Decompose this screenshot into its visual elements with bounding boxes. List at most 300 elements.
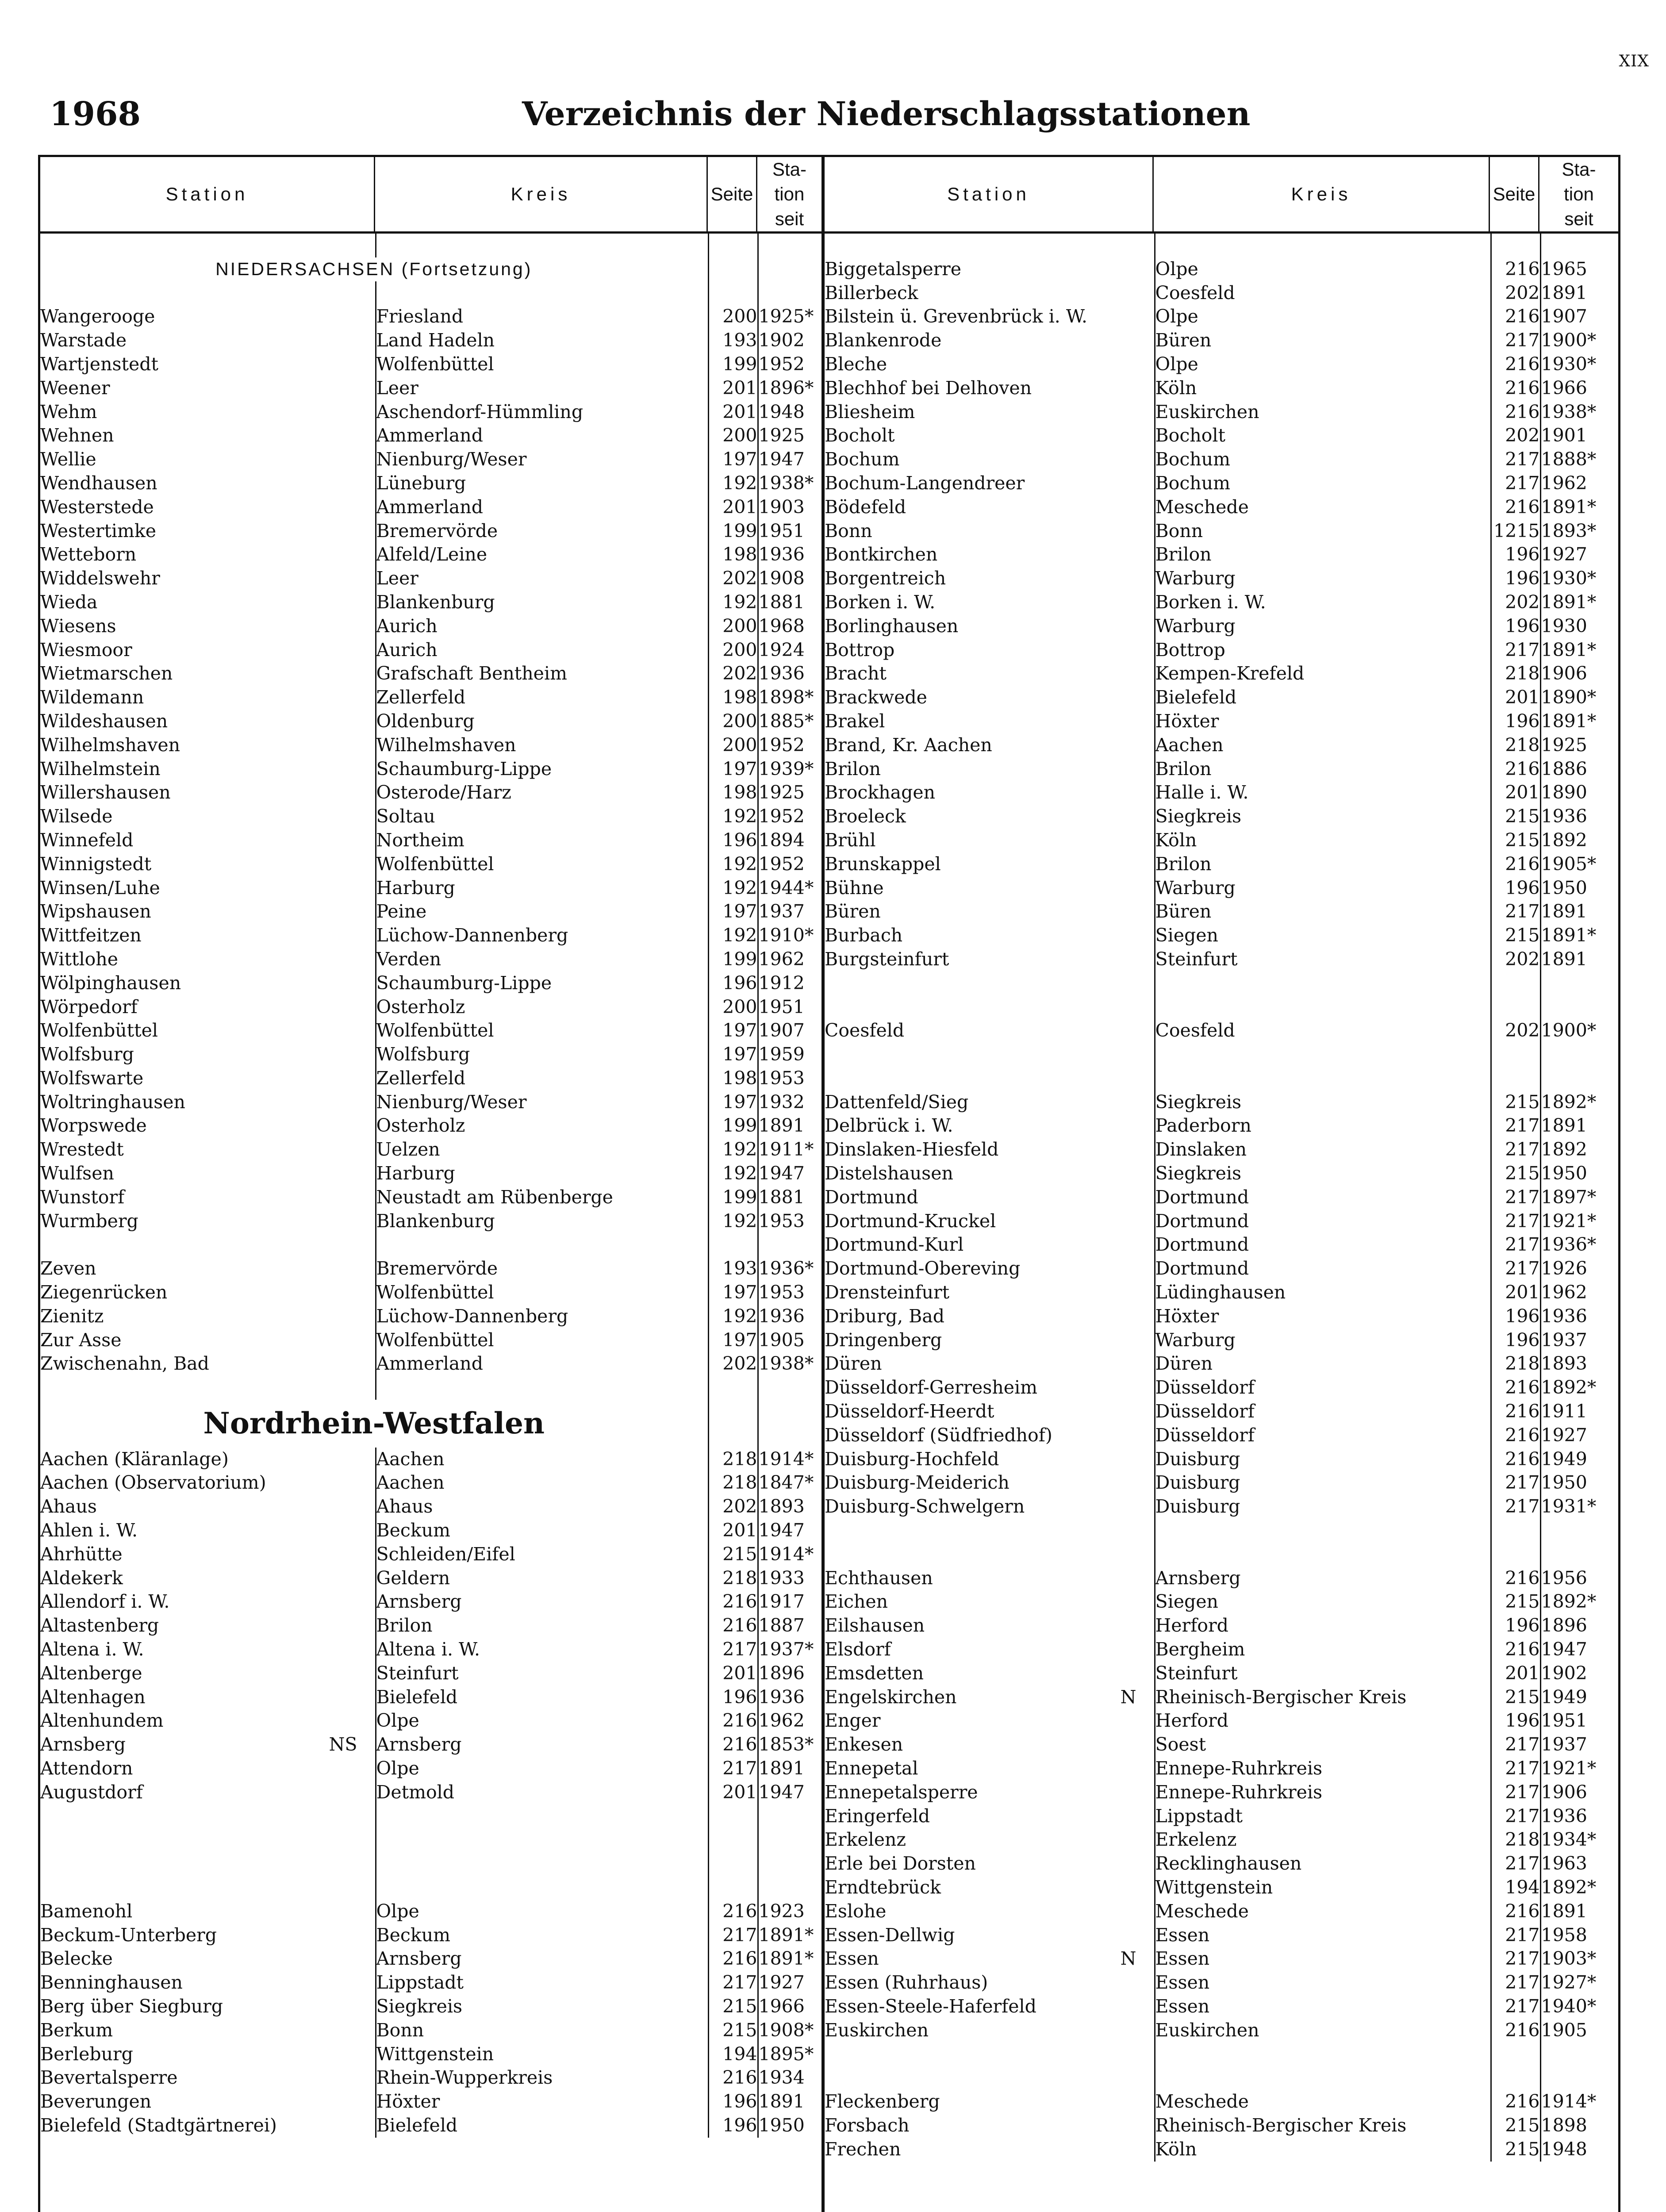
- seite-cell: 217: [1491, 329, 1540, 353]
- kreis-cell: Lüchow-Dannenberg: [376, 924, 708, 948]
- seite-cell: 215: [1491, 2138, 1540, 2162]
- seite-cell: 216: [1491, 1638, 1540, 1662]
- since-year-cell: 1966: [758, 1995, 824, 2019]
- kreis-cell: Leer: [376, 376, 708, 400]
- kreis-cell: Duisburg: [1155, 1495, 1491, 1519]
- seite-cell: 218: [1491, 1352, 1540, 1376]
- table-row: [825, 948, 1621, 972]
- since-year-cell: 1936*: [1540, 1233, 1621, 1257]
- seite-cell: 217: [1491, 1210, 1540, 1233]
- kreis-cell: Essen: [1155, 1947, 1491, 1971]
- kreis-cell: Bonn: [376, 2019, 708, 2043]
- since-year-cell: 1911: [1540, 1400, 1621, 1424]
- spacer-row: [825, 995, 1621, 1019]
- spacer-cell: [708, 1876, 758, 1900]
- seite-cell: 196: [1491, 1305, 1540, 1329]
- station-cell: [825, 733, 1155, 757]
- spacer-cell: [758, 1852, 824, 1876]
- seite-cell: 192: [708, 1162, 758, 1186]
- table-row: [825, 829, 1621, 853]
- section-heading-row: [40, 1400, 824, 1448]
- since-year-cell: 1891*: [1540, 591, 1621, 614]
- since-year-cell: 1937: [758, 900, 824, 924]
- station-name: Wolfenbüttel: [40, 1020, 158, 1041]
- station-name: Billerbeck: [825, 282, 918, 303]
- table-row: [40, 1543, 824, 1567]
- station-name: Bevertalsperre: [40, 2067, 178, 2089]
- station-name: Bleche: [825, 353, 887, 375]
- since-year-cell: 1936: [1540, 805, 1621, 829]
- table-row: [825, 2019, 1621, 2043]
- seite-cell: 200: [708, 305, 758, 329]
- seite-cell: 217: [1491, 1114, 1540, 1138]
- station-name: Bilstein ü. Grevenbrück i. W.: [825, 306, 1087, 327]
- since-year-cell: 1891: [1540, 1114, 1621, 1138]
- spacer-cell: [376, 1852, 708, 1876]
- kreis-cell: Osterholz: [376, 1114, 708, 1138]
- station-cell: [825, 1733, 1155, 1757]
- kreis-cell: Nienburg/Weser: [376, 448, 708, 472]
- table-row: [825, 1686, 1621, 1709]
- station-name: Büren: [825, 901, 881, 922]
- since-year-cell: 1953: [758, 1067, 824, 1091]
- table-row: [825, 519, 1621, 543]
- since-year-cell: 1914*: [1540, 2090, 1621, 2114]
- station-name: Ennepetal: [825, 1758, 918, 1779]
- station-cell: [40, 1662, 376, 1686]
- kreis-cell: Ennepe-Ruhrkreis: [1155, 1757, 1491, 1781]
- seite-cell: 201: [1491, 686, 1540, 710]
- table-row: [40, 1019, 824, 1043]
- seite-cell: 199: [708, 519, 758, 543]
- station-name: Wrestedt: [40, 1139, 124, 1160]
- station-cell: [40, 1091, 376, 1114]
- table-row: [40, 567, 824, 591]
- table-row: [825, 1567, 1621, 1590]
- station-name: Broeleck: [825, 806, 906, 827]
- since-year-cell: 1938*: [758, 1352, 824, 1376]
- table-row: [40, 1781, 824, 1805]
- since-year-cell: 1934*: [1540, 1828, 1621, 1852]
- kreis-cell: Recklinghausen: [1155, 1852, 1491, 1876]
- seite-cell: 216: [1491, 376, 1540, 400]
- seite-cell: 217: [1491, 1471, 1540, 1495]
- table-row: [825, 1995, 1621, 2019]
- kreis-cell: Oldenburg: [376, 710, 708, 733]
- seite-cell: 198: [708, 686, 758, 710]
- station-cell: [40, 2066, 376, 2090]
- since-year-cell: 1891*: [758, 1947, 824, 1971]
- spacer-cell: [1491, 2043, 1540, 2066]
- station-cell: [40, 1067, 376, 1091]
- seit-line-2: tion: [1564, 184, 1594, 204]
- station-cell: [40, 1519, 376, 1543]
- table-row: [825, 1233, 1621, 1257]
- seite-cell: 194: [1491, 1876, 1540, 1900]
- since-year-cell: 1894: [758, 829, 824, 853]
- seite-cell: 192: [708, 1138, 758, 1162]
- since-year-cell: 1936: [758, 543, 824, 567]
- table-row: [825, 400, 1621, 424]
- station-cell: [40, 1614, 376, 1638]
- kreis-cell: Düsseldorf: [1155, 1424, 1491, 1448]
- station-cell: [40, 1900, 376, 1924]
- kreis-cell: Olpe: [376, 1757, 708, 1781]
- station-cell: [40, 1590, 376, 1614]
- column-header-station-seit: [757, 156, 823, 233]
- table-row: [40, 1495, 824, 1519]
- station-cell: [825, 805, 1155, 829]
- seite-cell: 202: [1491, 281, 1540, 305]
- station-name: Borlinghausen: [825, 615, 959, 637]
- spacer-cell: [708, 1233, 758, 1257]
- since-year-cell: 1931*: [1540, 1495, 1621, 1519]
- since-year-cell: 1905*: [1540, 853, 1621, 876]
- seite-cell: 217: [1491, 638, 1540, 662]
- since-year-cell: 1966: [1540, 376, 1621, 400]
- table-row: [40, 400, 824, 424]
- station-cell: [40, 876, 376, 900]
- seite-cell: 216: [1491, 257, 1540, 281]
- station-cell: [825, 1828, 1155, 1852]
- kreis-cell: Uelzen: [376, 1138, 708, 1162]
- seite-cell: 196: [1491, 1329, 1540, 1352]
- station-name: Bontkirchen: [825, 544, 938, 565]
- station-name: Altenhagen: [40, 1686, 146, 1708]
- table-row: [825, 638, 1621, 662]
- left-station-list: [40, 234, 821, 2138]
- since-year-cell: 1962: [758, 948, 824, 972]
- since-year-cell: 1893: [1540, 1352, 1621, 1376]
- station-name: Westertimke: [40, 520, 157, 541]
- kreis-cell: Duisburg: [1155, 1448, 1491, 1471]
- seite-cell: 215: [708, 1995, 758, 2019]
- since-year-cell: 1887: [758, 1614, 824, 1638]
- section-subheading-row: [40, 257, 824, 281]
- station-name: Altastenberg: [40, 1615, 159, 1636]
- since-year-cell: 1911*: [758, 1138, 824, 1162]
- station-cell: [40, 1210, 376, 1233]
- station-cell: [825, 1091, 1155, 1114]
- station-name: Bielefeld (Stadtgärtnerei): [40, 2114, 277, 2136]
- since-year-cell: 1891: [1540, 1900, 1621, 1924]
- table-row: [40, 1281, 824, 1305]
- table-row: [40, 329, 824, 353]
- station-cell: [825, 781, 1155, 805]
- station-cell: [40, 1471, 376, 1495]
- station-name: Coesfeld: [825, 1020, 905, 1041]
- seit-line-2: tion: [774, 184, 805, 204]
- kreis-cell: Lüdinghausen: [1155, 1281, 1491, 1305]
- table-row: [825, 1352, 1621, 1376]
- seite-cell: 193: [708, 329, 758, 353]
- spacer-cell: [40, 1828, 376, 1852]
- station-cell: [825, 1757, 1155, 1781]
- station-name: Delbrück i. W.: [825, 1115, 953, 1137]
- spacer-cell: [1540, 234, 1621, 257]
- station-name: Wunstorf: [40, 1186, 125, 1208]
- station-cell: [40, 2019, 376, 2043]
- kreis-cell: Erkelenz: [1155, 1828, 1491, 1852]
- seite-cell: 218: [1491, 733, 1540, 757]
- station-cell: [825, 1352, 1155, 1376]
- since-year-cell: 1951: [758, 995, 824, 1019]
- station-name: Wangerooge: [40, 306, 155, 327]
- station-cell: [40, 638, 376, 662]
- station-cell: [825, 1638, 1155, 1662]
- station-cell: [825, 1162, 1155, 1186]
- kreis-cell: Arnsberg: [376, 1590, 708, 1614]
- kreis-cell: Bottrop: [1155, 638, 1491, 662]
- spacer-cell: [1155, 2066, 1491, 2090]
- spacer-cell: [708, 1400, 758, 1448]
- kreis-cell: Wittgenstein: [1155, 1876, 1491, 1900]
- station-cell: [825, 1281, 1155, 1305]
- station-name: Wietmarschen: [40, 663, 173, 684]
- since-year-cell: 1921*: [1540, 1210, 1621, 1233]
- kreis-cell: Harburg: [376, 876, 708, 900]
- table-row: [40, 1186, 824, 1210]
- seite-cell: 197: [708, 1281, 758, 1305]
- since-year-cell: 1938*: [758, 472, 824, 495]
- table-row: [40, 2043, 824, 2066]
- since-year-cell: 1927: [1540, 543, 1621, 567]
- seite-cell: 216: [708, 1733, 758, 1757]
- station-cell: [40, 1305, 376, 1329]
- seite-cell: 196: [708, 972, 758, 995]
- station-name: Zur Asse: [40, 1329, 122, 1351]
- spacer-cell: [825, 1543, 1155, 1567]
- station-name: Driburg, Bad: [825, 1305, 944, 1327]
- station-cell: [825, 1305, 1155, 1329]
- seite-cell: 215: [1491, 2114, 1540, 2138]
- station-cell: [40, 2043, 376, 2066]
- kreis-cell: Bochum: [1155, 472, 1491, 495]
- kreis-cell: Wilhelmshaven: [376, 733, 708, 757]
- since-year-cell: 1917: [758, 1590, 824, 1614]
- since-year-cell: 1891: [1540, 281, 1621, 305]
- spacer-cell: [1540, 2066, 1621, 2090]
- kreis-cell: Warburg: [1155, 876, 1491, 900]
- table-row: [40, 1924, 824, 1947]
- station-name: Erkelenz: [825, 1829, 906, 1851]
- since-year-cell: 1950: [758, 2114, 824, 2138]
- kreis-cell: Zellerfeld: [376, 1067, 708, 1091]
- station-name: Forsbach: [825, 2114, 910, 2136]
- station-name: Brackwede: [825, 687, 927, 708]
- kreis-cell: Detmold: [376, 1781, 708, 1805]
- kreis-cell: Rheinisch-Bergischer Kreis: [1155, 2114, 1491, 2138]
- kreis-cell: Osterode/Harz: [376, 781, 708, 805]
- kreis-cell: Arnsberg: [376, 1733, 708, 1757]
- table-row: [825, 1805, 1621, 1828]
- kreis-cell: Aschendorf-Hümmling: [376, 400, 708, 424]
- table-row: [40, 710, 824, 733]
- station-name: Brühl: [825, 829, 876, 851]
- table-row: [40, 829, 824, 853]
- table-row: [825, 1091, 1621, 1114]
- station-name: Altenhundem: [40, 1710, 164, 1732]
- seite-cell: 1215: [1491, 519, 1540, 543]
- table-row: [40, 900, 824, 924]
- seite-cell: 215: [708, 2019, 758, 2043]
- kreis-cell: Bergheim: [1155, 1638, 1491, 1662]
- table-row: [825, 1971, 1621, 1995]
- station-name: Belecke: [40, 1948, 113, 1970]
- station-cell: [825, 591, 1155, 614]
- station-cell: [40, 781, 376, 805]
- spacer-cell: [40, 1852, 376, 1876]
- seite-cell: 216: [708, 1590, 758, 1614]
- kreis-cell: Essen: [1155, 1924, 1491, 1947]
- seite-cell: 202: [708, 1352, 758, 1376]
- seite-cell: 216: [1491, 2090, 1540, 2114]
- station-cell: [40, 1543, 376, 1567]
- station-name: Emsdetten: [825, 1662, 924, 1684]
- station-name: Wittlohe: [40, 948, 118, 970]
- since-year-cell: 1905: [758, 1329, 824, 1352]
- table-row: [40, 1043, 824, 1067]
- table-row: [40, 1709, 824, 1733]
- since-year-cell: 1914*: [758, 1543, 824, 1567]
- station-cell: [40, 1138, 376, 1162]
- table-row: [825, 472, 1621, 495]
- station-name: Wilhelmshaven: [40, 734, 180, 756]
- spacer-cell: [708, 1805, 758, 1828]
- seite-cell: 196: [1491, 567, 1540, 591]
- station-cell: [825, 353, 1155, 376]
- table-body-row: [39, 233, 1620, 2212]
- since-year-cell: 1881: [758, 1186, 824, 1210]
- since-year-cell: 1908*: [758, 2019, 824, 2043]
- seite-cell: 217: [1491, 1947, 1540, 1971]
- seite-cell: 192: [708, 805, 758, 829]
- spacer-cell: [825, 995, 1155, 1019]
- station-name: Bamenohl: [40, 1900, 133, 1922]
- spacer-cell: [1155, 972, 1491, 995]
- station-cell: [825, 1376, 1155, 1400]
- since-year-cell: 1937: [1540, 1329, 1621, 1352]
- table-row: [40, 1900, 824, 1924]
- station-name: Brakel: [825, 710, 885, 732]
- station-cell: [825, 1781, 1155, 1805]
- spacer-cell: [825, 2066, 1155, 2090]
- station-cell: [825, 1495, 1155, 1519]
- station-name: Duisburg-Schwelgern: [825, 1496, 1025, 1517]
- kreis-cell: Wittgenstein: [376, 2043, 708, 2066]
- kreis-cell: Warburg: [1155, 1329, 1491, 1352]
- seite-cell: 217: [1491, 1805, 1540, 1828]
- kreis-cell: Euskirchen: [1155, 400, 1491, 424]
- seite-cell: 199: [708, 948, 758, 972]
- table-row: [825, 614, 1621, 638]
- station-name: Ahaus: [40, 1496, 97, 1517]
- kreis-cell: Höxter: [376, 2090, 708, 2114]
- table-row: [825, 1876, 1621, 1900]
- station-name: Enger: [825, 1710, 881, 1732]
- table-row: [825, 1138, 1621, 1162]
- spacer-cell: [1491, 1067, 1540, 1091]
- station-name: Engelskirchen: [825, 1686, 957, 1708]
- seite-cell: 202: [1491, 591, 1540, 614]
- since-year-cell: 1936: [758, 1686, 824, 1709]
- spacer-cell: [376, 1876, 708, 1900]
- kreis-cell: Altena i. W.: [376, 1638, 708, 1662]
- spacer-cell: [825, 972, 1155, 995]
- kreis-cell: Osterholz: [376, 995, 708, 1019]
- spacer-row: [40, 1876, 824, 1900]
- table-row: [825, 257, 1621, 281]
- table-row: [825, 1495, 1621, 1519]
- station-name: Winnefeld: [40, 829, 134, 851]
- station-cell: [40, 924, 376, 948]
- kreis-cell: Soltau: [376, 805, 708, 829]
- since-year-cell: 1886: [1540, 757, 1621, 781]
- seite-cell: 201: [708, 1781, 758, 1805]
- station-cell: [825, 1805, 1155, 1828]
- station-cell: [40, 805, 376, 829]
- since-year-cell: 1927: [1540, 1424, 1621, 1448]
- table-row: [825, 757, 1621, 781]
- station-name: Bracht: [825, 663, 887, 684]
- since-year-cell: 1921*: [1540, 1757, 1621, 1781]
- station-name: Dortmund: [825, 1186, 918, 1208]
- seite-cell: 199: [708, 353, 758, 376]
- column-header-station: Station: [39, 156, 375, 233]
- station-cell: [825, 448, 1155, 472]
- table-row: [825, 781, 1621, 805]
- kreis-cell: Dortmund: [1155, 1257, 1491, 1281]
- table-row: [40, 1329, 824, 1352]
- station-cell: [825, 1947, 1155, 1971]
- station-name: Wolfswarte: [40, 1067, 144, 1089]
- seite-cell: 216: [1491, 305, 1540, 329]
- since-year-cell: 1953: [758, 1210, 824, 1233]
- spacer-cell: [708, 1828, 758, 1852]
- since-year-cell: 1925*: [758, 305, 824, 329]
- spacer-row: [825, 972, 1621, 995]
- since-year-cell: 1890: [1540, 781, 1621, 805]
- station-cell: [40, 1448, 376, 1471]
- table-row: [825, 853, 1621, 876]
- kreis-cell: Brilon: [376, 1614, 708, 1638]
- spacer-cell: [1540, 1543, 1621, 1567]
- station-cell: [40, 1757, 376, 1781]
- kreis-cell: Bocholt: [1155, 424, 1491, 448]
- since-year-cell: 1947: [1540, 1638, 1621, 1662]
- seite-cell: 196: [1491, 1614, 1540, 1638]
- table-row: [40, 1067, 824, 1091]
- since-year-cell: 1936: [758, 1305, 824, 1329]
- station-name: Euskirchen: [825, 2019, 929, 2041]
- station-name: Warstade: [40, 330, 127, 351]
- table-row: [825, 305, 1621, 329]
- seite-cell: 197: [708, 900, 758, 924]
- table-row: [40, 305, 824, 329]
- since-year-cell: 1948: [1540, 2138, 1621, 2162]
- seite-cell: 216: [1491, 1424, 1540, 1448]
- station-cell: [825, 2138, 1155, 2162]
- since-year-cell: 1892*: [1540, 1590, 1621, 1614]
- spacer-cell: [758, 1805, 824, 1828]
- station-cell: [825, 686, 1155, 710]
- kreis-cell: Dinslaken: [1155, 1138, 1491, 1162]
- seite-cell: 200: [708, 638, 758, 662]
- seite-cell: 197: [708, 1091, 758, 1114]
- station-name: Burgsteinfurt: [825, 948, 949, 970]
- station-cell: [825, 1019, 1155, 1043]
- kreis-cell: Bremervörde: [376, 519, 708, 543]
